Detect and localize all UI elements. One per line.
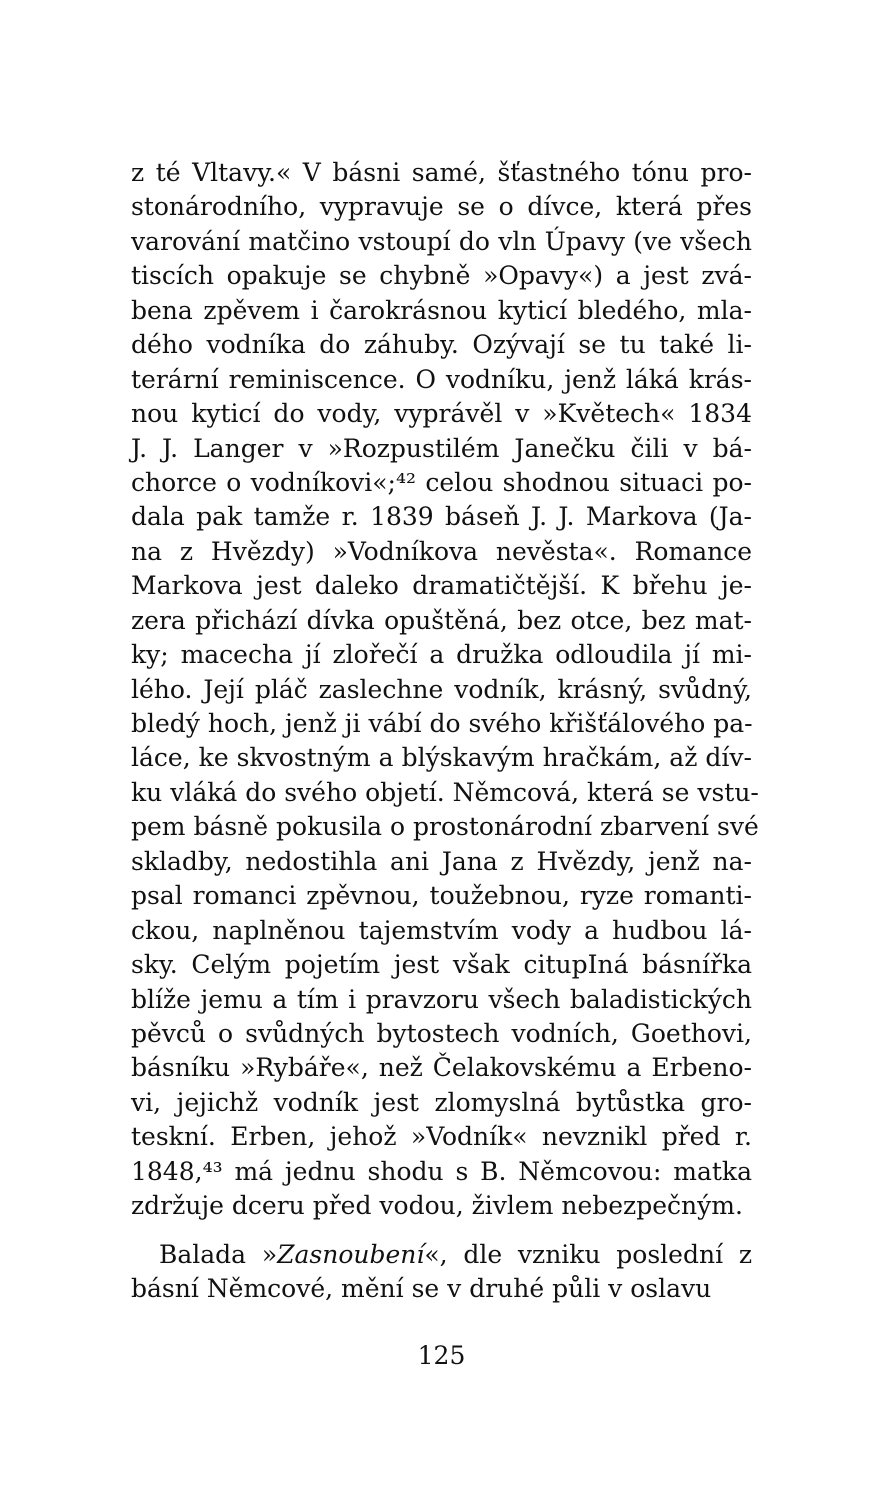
text-line: na z Hvězdy) »Vodníkova nevěsta«. Romance	[131, 536, 752, 566]
paragraph-1	[131, 156, 759, 1224]
text-line: ckou, naplněnou tajemstvím vody a hudbou lá-	[131, 915, 752, 945]
text-line: skladby, nedostihla ani Jana z Hvězdy, jenž na-	[131, 846, 752, 876]
text-line: J. J. Langer v »Rozpustilém Janečku čili v bá-	[131, 433, 752, 463]
text-line: pěvců o svůdných bytostech vodních, Goethovi,	[131, 1018, 752, 1048]
text-line: z té Vltavy.« V básni samé, šťastného tónu pro-	[131, 158, 752, 187]
text-line: zera přichází dívka opuštěná, bez otce, bez mat-	[131, 605, 752, 635]
text-line: Markova jest daleko dramatičtější. K břehu je-	[131, 571, 752, 601]
text-line: zdržuje dceru před vodou, živlem nebezpečným.	[131, 1191, 743, 1221]
text-line: Balada »Zasnoubení«, dle vzniku poslední z	[159, 1239, 752, 1269]
text-line: lého. Její pláč zaslechne vodník, krásný, svůdný,	[131, 674, 752, 704]
text-line: tiscích opakuje se chybně »Opavy«) a jest zvá-	[131, 261, 752, 291]
text-line: básní Němcové, mění se v druhé půli v oslavu	[131, 1274, 712, 1303]
text-line: sky. Celým pojetím jest však citupIná básnířka	[131, 950, 752, 980]
text-line: 1848,⁴³ má jednu shodu s B. Němcovou: matka	[131, 1156, 752, 1186]
text-line: chorce o vodníkovi«;⁴² celou shodnou situaci po-	[131, 467, 752, 497]
text-line: ku vláká do svého objetí. Němcová, která se vstu-	[131, 777, 759, 807]
body-text	[131, 156, 759, 1306]
text-line: láce, ke skvostným a blýskavým hračkám, až dív-	[131, 743, 752, 773]
text-line: pem básně pokusila o prostonárodní zbarvení své	[131, 812, 759, 842]
text-line: terární reminiscence. O vodníku, jenž láká krás-	[131, 364, 752, 394]
text-line: psal romanci zpěvnou, toužebnou, ryze romanti-	[131, 881, 752, 911]
text-line: ky; macecha jí zlořečí a družka odloudila jí mi-	[131, 640, 752, 670]
text-line: teskní. Erben, jehož »Vodník« nevznikl před r.	[131, 1122, 752, 1152]
paragraph-gap	[131, 1224, 752, 1238]
text-line: dého vodníka do záhuby. Ozývají se tu také li-	[131, 330, 752, 360]
paragraph-2	[131, 1238, 752, 1307]
italic-title: Zasnoubení	[277, 1239, 425, 1269]
text-line: bledý hoch, jenž ji vábí do svého křišťálového pa-	[131, 709, 753, 738]
text-line: varování matčino vstoupí do vln Úpavy (ve všech	[131, 226, 752, 256]
text-line: blíže jemu a tím i pravzoru všech baladistických	[131, 984, 752, 1014]
text-line: básníku »Rybáře«, než Čelakovskému a Erbeno-	[131, 1053, 752, 1083]
text-line: nou kyticí do vody, vyprávěl v »Květech« 1834	[131, 399, 752, 429]
text-line: bena zpěvem i čarokrásnou kyticí bledého, mla-	[131, 295, 752, 325]
page-number: 125	[417, 1341, 466, 1370]
text-line: vi, jejichž vodník jest zlomyslná bytůstka gro-	[131, 1087, 752, 1117]
text-line: stonárodního, vypravuje se o dívce, která přes	[131, 192, 752, 222]
text-line: dala pak tamže r. 1839 báseň J. J. Markova (Ja-	[131, 502, 752, 532]
